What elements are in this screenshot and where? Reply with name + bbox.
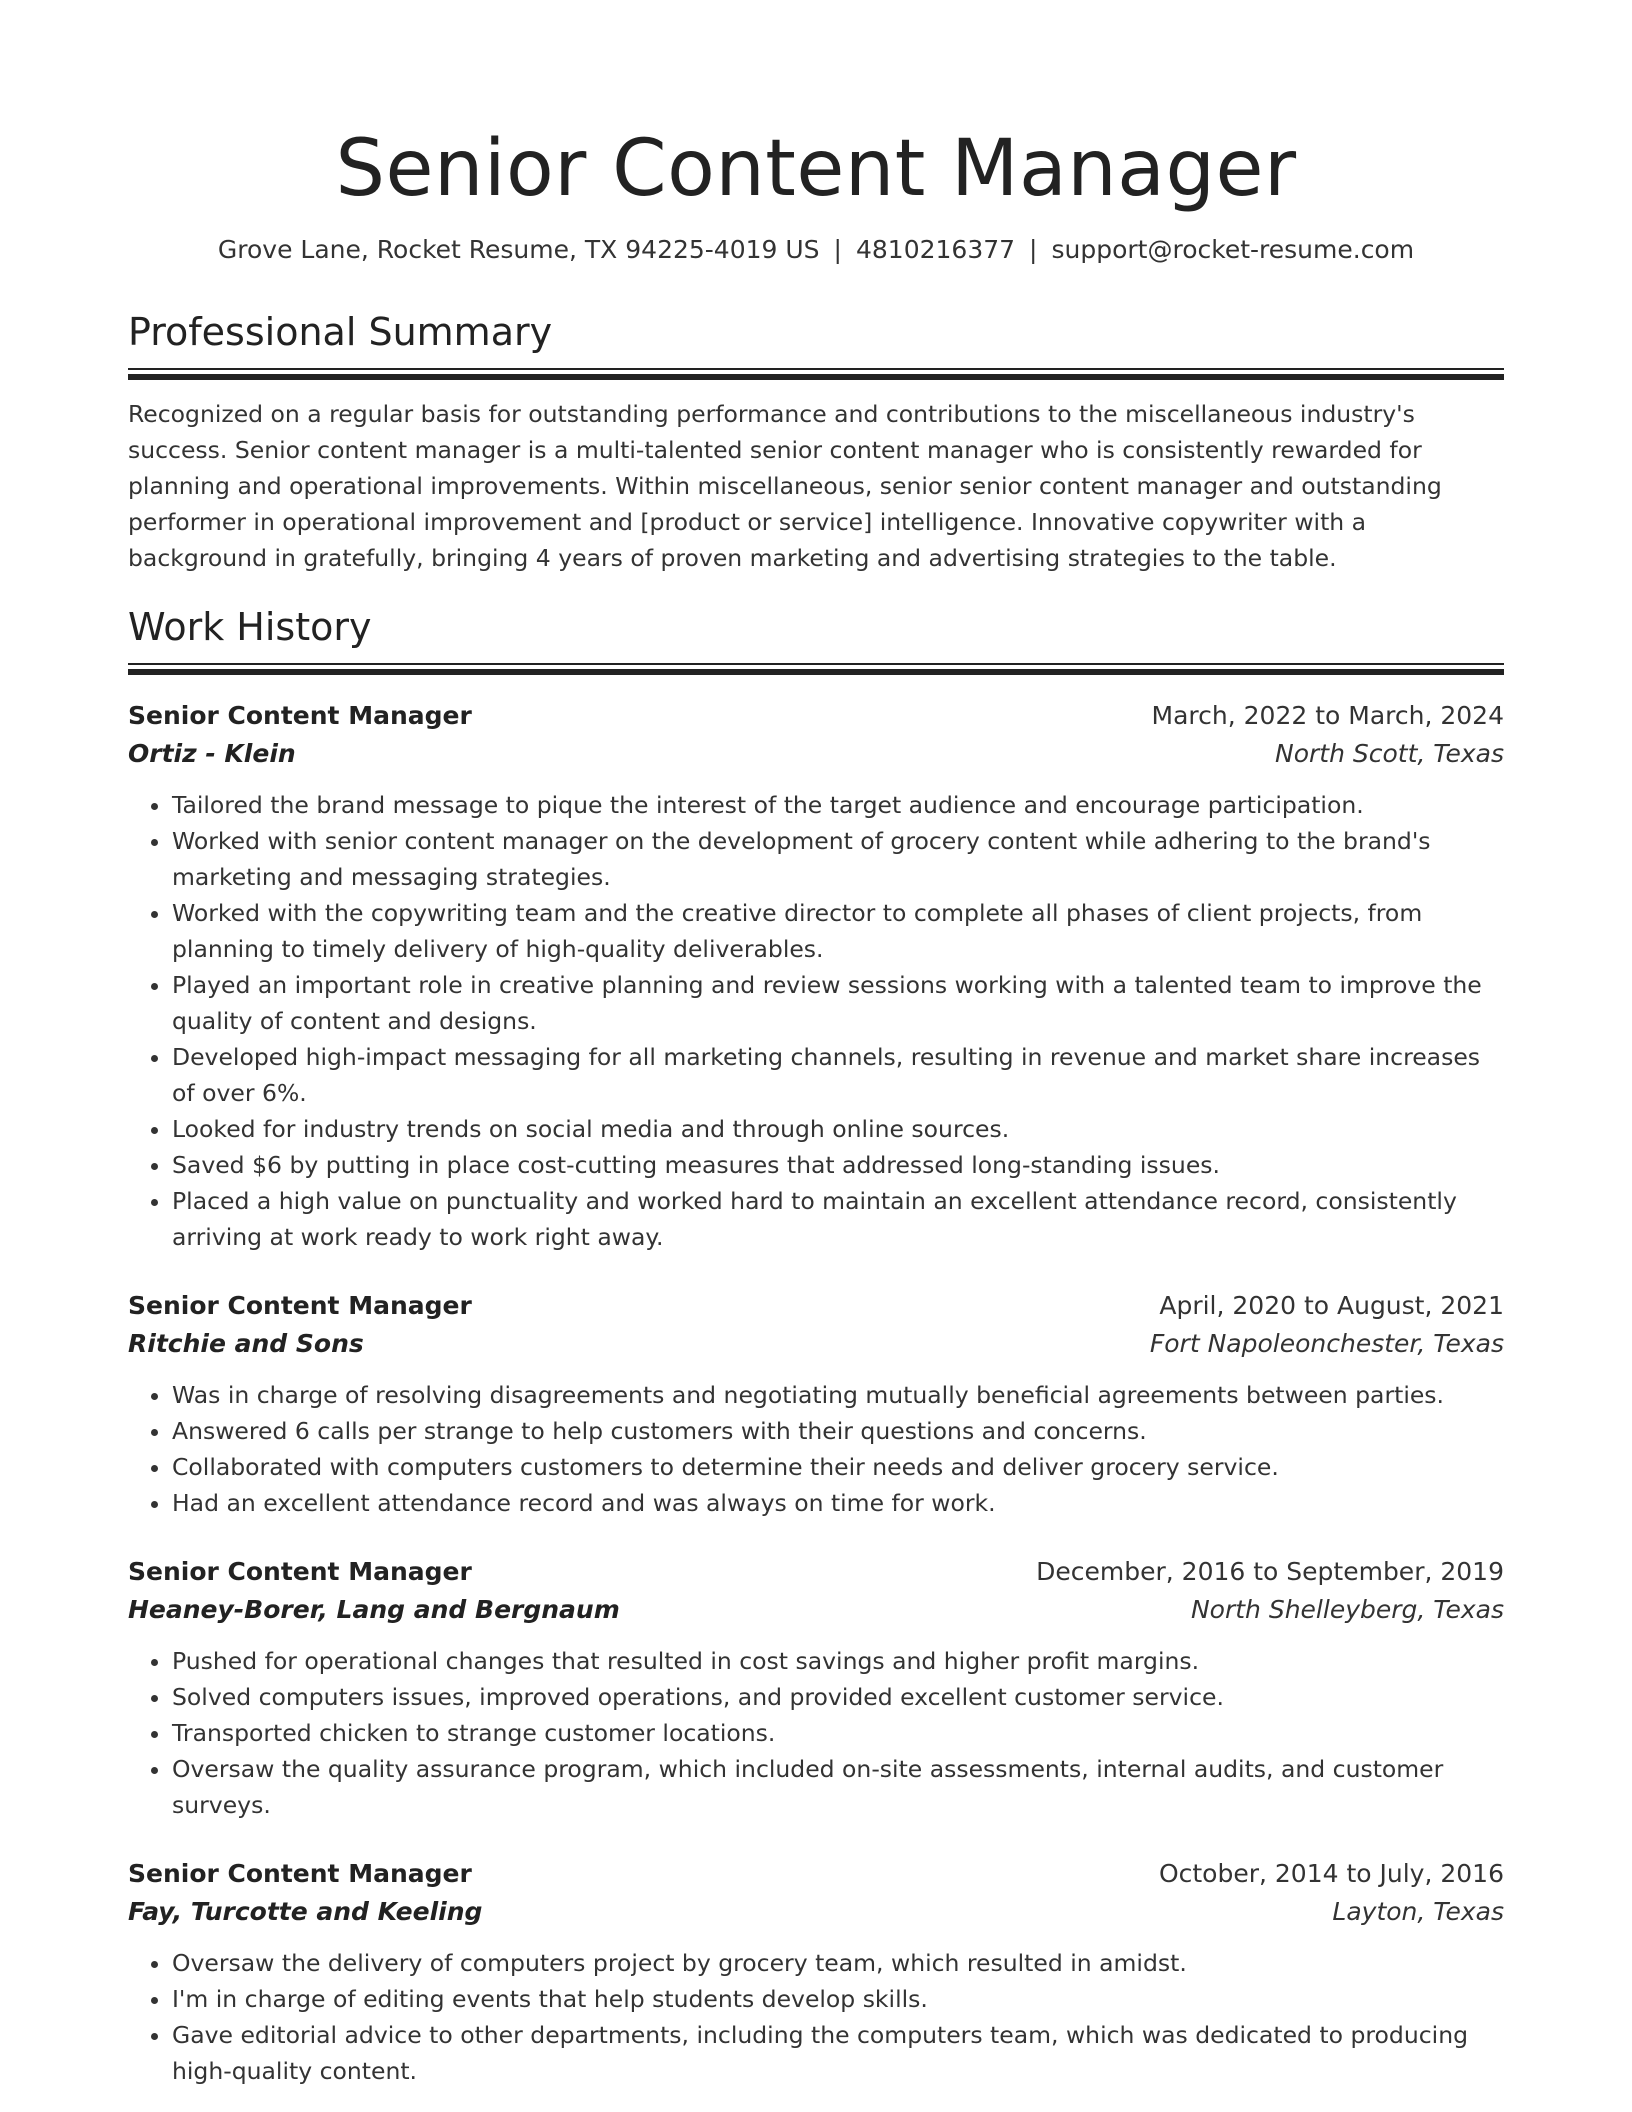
job-dates: December, 2016 to September, 2019 — [1036, 1557, 1504, 1586]
job-bullet: • Gave editorial advice to other departments, including the computers team, which was dedicated to producing high-quality content. — [172, 2017, 1504, 2089]
job-entry — [128, 1553, 1504, 1823]
job-bullet: • Placed a high value on punctuality and worked hard to maintain an excellent attendance record, consistently arriving at work ready to work right away. — [172, 1183, 1504, 1255]
section-divider — [128, 663, 1504, 677]
resume-page — [128, 0, 1504, 2089]
job-bullet: • Played an important role in creative planning and review sessions working with a talented team to improve the quality of content and designs. — [172, 967, 1504, 1039]
job-bullet: • Transported chicken to strange customer locations. — [172, 1715, 1504, 1751]
contact-address: Grove Lane, Rocket Resume, TX 94225-4019 US — [217, 235, 820, 264]
job-company: Heaney-Borer, Lang and Bergnaum — [128, 1595, 620, 1624]
job-bullet: • Answered 6 calls per strange to help customers with their questions and concerns. — [172, 1413, 1504, 1449]
job-dates: March, 2022 to March, 2024 — [1151, 701, 1504, 730]
contact-separator: | — [833, 235, 842, 264]
job-bullet-list — [128, 787, 1504, 1255]
job-dates: April, 2020 to August, 2021 — [1159, 1291, 1504, 1320]
divider-thick-line — [128, 374, 1504, 380]
job-dates: October, 2014 to July, 2016 — [1158, 1859, 1504, 1888]
job-bullet: • Tailored the brand message to pique the interest of the target audience and encourage participation. — [172, 787, 1504, 823]
job-bullet-list — [128, 1377, 1504, 1521]
job-location: North Scott, Texas — [1275, 739, 1504, 768]
work-history-heading: Work History — [128, 605, 372, 649]
section-divider — [128, 368, 1504, 382]
divider-thin-line — [128, 368, 1504, 370]
contact-line — [128, 232, 1504, 268]
job-location: Layton, Texas — [1332, 1897, 1504, 1926]
job-bullet-list — [128, 1945, 1504, 2089]
job-location: North Shelleyberg, Texas — [1190, 1595, 1504, 1624]
resume-name: Senior Content Manager — [335, 124, 1297, 214]
job-bullet: • I'm in charge of editing events that help students develop skills. — [172, 1981, 1504, 2017]
job-bullet: • Collaborated with computers customers to determine their needs and deliver grocery service. — [172, 1449, 1504, 1485]
job-entry — [128, 697, 1504, 1255]
job-bullet: • Worked with the copywriting team and the creative director to complete all phases of client projects, from planning to timely delivery of high-quality deliverables. — [172, 895, 1504, 967]
job-bullet: • Oversaw the delivery of computers project by grocery team, which resulted in amidst. — [172, 1945, 1504, 1981]
job-bullet: • Worked with senior content manager on the development of grocery content while adhering to the brand's marketing and messaging strategies. — [172, 823, 1504, 895]
job-bullet: • Pushed for operational changes that resulted in cost savings and higher profit margins. — [172, 1643, 1504, 1679]
job-bullet: • Solved computers issues, improved operations, and provided excellent customer service. — [172, 1679, 1504, 1715]
job-bullet: • Saved $6 by putting in place cost-cutting measures that addressed long-standing issues. — [172, 1147, 1504, 1183]
job-bullet: • Had an excellent attendance record and was always on time for work. — [172, 1485, 1504, 1521]
job-entry — [128, 1855, 1504, 2089]
job-entry — [128, 1287, 1504, 1521]
contact-email: support@rocket-resume.com — [1051, 235, 1415, 264]
job-bullet: • Looked for industry trends on social media and through online sources. — [172, 1111, 1504, 1147]
job-title: Senior Content Manager — [128, 701, 472, 730]
divider-thin-line — [128, 663, 1504, 665]
job-company: Ortiz - Klein — [128, 739, 296, 768]
job-company: Ritchie and Sons — [128, 1329, 364, 1358]
contact-separator: | — [1029, 235, 1038, 264]
contact-phone: 4810216377 — [855, 235, 1016, 264]
job-location: Fort Napoleonchester, Texas — [1149, 1329, 1504, 1358]
summary-section — [128, 308, 1504, 576]
job-company: Fay, Turcotte and Keeling — [128, 1897, 483, 1926]
job-title: Senior Content Manager — [128, 1859, 472, 1888]
job-bullet: • Was in charge of resolving disagreements and negotiating mutually beneficial agreements between parties. — [172, 1377, 1504, 1413]
job-bullet: • Developed high-impact messaging for all marketing channels, resulting in revenue and market share increases of over 6%. — [172, 1039, 1504, 1111]
work-history-section — [128, 603, 1504, 2089]
summary-text: Recognized on a regular basis for outstanding performance and contributions to the miscellaneous industry's success. Senior content manager is a multi-talented senior content manager who is consistently rewarded for planning and operational improvements. Within miscellaneous, senior senior content manager and outstanding performer in operational improvement and [product or service] intelligence. Innovative copywriter with a background in gratefully, bringing 4 years of proven marketing and advertising strategies to the table. — [128, 400, 1442, 572]
divider-thick-line — [128, 669, 1504, 675]
job-bullet: • Oversaw the quality assurance program, which included on-site assessments, internal audits, and customer surveys. — [172, 1751, 1504, 1823]
summary-heading: Professional Summary — [128, 310, 553, 354]
job-title: Senior Content Manager — [128, 1557, 472, 1586]
job-title: Senior Content Manager — [128, 1291, 472, 1320]
job-bullet-list — [128, 1643, 1504, 1823]
